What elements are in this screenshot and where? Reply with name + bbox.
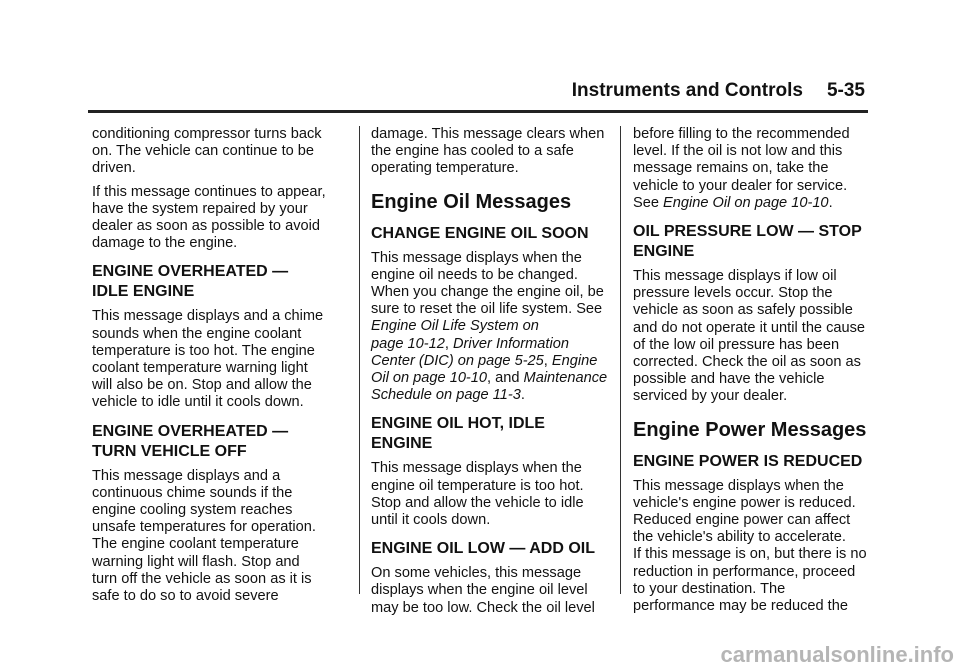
column-divider-1 — [359, 126, 360, 594]
column-3 — [633, 126, 879, 621]
heading-engine-oil-low: ENGINE OIL LOW — ADD OIL — [371, 540, 595, 558]
heading-engine-overheated-idle: ENGINE OVERHEATED — IDLE ENGINE — [92, 263, 289, 301]
paragraph: On some vehicles, this message displays when the engine oil level may be too low. Check the oil level — [371, 565, 595, 616]
link-engine-oil-page[interactable]: Oil on page 10-10 — [371, 370, 488, 387]
column-2 — [371, 126, 617, 623]
column-divider-2 — [620, 126, 621, 594]
paragraph: conditioning compressor turns back on. The vehicle can continue to be driven. — [92, 126, 322, 177]
link-dic[interactable]: Driver Information — [452, 335, 569, 352]
paragraph: This message displays and a chime sounds when the engine coolant temperature is too hot. The engine coolant temperature warning light will also be on. Stop and allow the vehicle to idle until it cools down. — [92, 308, 324, 411]
link-engine-oil[interactable]: Engine Oil on page 10-10 — [663, 194, 829, 211]
heading-change-engine-oil-soon: CHANGE ENGINE OIL SOON — [371, 224, 589, 242]
paragraph: damage. This message clears when the engine has cooled to a safe operating temperature. — [371, 126, 605, 177]
paragraph: This message displays when the engine oil temperature is too hot. Stop and allow the vehicle to idle until it cools down. — [371, 460, 584, 529]
link-dic-page[interactable]: Center (DIC) on page 5-25 — [371, 352, 544, 369]
paragraph: This message displays when the vehicle's engine power is reduced. Reduced engine power can affect the vehicle's ability to accelerate. If this message is on, but there is no reduction in performance, proceed to your destination. The performance may be reduced the — [633, 477, 867, 615]
heading-engine-overheated-off: ENGINE OVERHEATED — TURN VEHICLE OFF — [92, 422, 289, 460]
paragraph: This message displays if low oil pressure levels occur. Stop the vehicle as soon as safely possible and do not operate it until the cause of the low oil pressure has been corrected. Check the oil as soon as possible and have the vehicle serviced by your dealer. — [633, 268, 866, 405]
heading-engine-oil-hot: ENGINE OIL HOT, IDLE ENGINE — [371, 415, 545, 453]
paragraph: This message displays and a continuous chime sounds if the engine cooling system reaches unsafe temperatures for operation. The engine coolant temperature warning light will flash. Stop and turn off the vehicle as soon as it is safe to do so to avoid severe — [92, 467, 316, 605]
column-1 — [92, 126, 338, 611]
paragraph: This message displays when the engine oil needs to be changed. When you change the engine oil, be sure to reset the oil life system. See Engine Oil Life System on page 10-12, Driver Information Center (DIC) on page 5-25, Engine Oil on page 10-10, and Maintenance Schedule on page 11-3. — [371, 249, 608, 404]
link-maintenance-schedule[interactable]: Maintenance — [523, 370, 608, 387]
watermark: carmanualsonline.info — [720, 642, 954, 667]
link-maintenance-schedule-page[interactable]: Schedule on page 11-3 — [371, 387, 521, 404]
header-rule — [88, 110, 868, 113]
link-oil-life-system[interactable]: Engine Oil Life System on — [371, 318, 539, 335]
heading-engine-oil-messages: Engine Oil Messages — [371, 190, 572, 213]
page-number: 5-35 — [826, 80, 865, 101]
paragraph: before filling to the recommended level. If the oil is not low and this message remains on, take the vehicle to your dealer for service. See Engine Oil on page 10-10. — [633, 126, 850, 211]
link-oil-life-system-page[interactable]: page 10-12 — [371, 335, 445, 352]
page-header — [572, 80, 865, 102]
heading-engine-power-messages: Engine Power Messages — [633, 418, 867, 441]
section-title: Instruments and Controls — [571, 80, 803, 101]
paragraph: If this message continues to appear, have the system repaired by your dealer as soon as possible to avoid damage to the engine. — [92, 183, 326, 252]
heading-engine-power-reduced: ENGINE POWER IS REDUCED — [633, 452, 863, 470]
link-engine-oil[interactable]: Engine — [551, 352, 598, 369]
heading-oil-pressure-low: OIL PRESSURE LOW — STOP ENGINE — [633, 223, 862, 261]
